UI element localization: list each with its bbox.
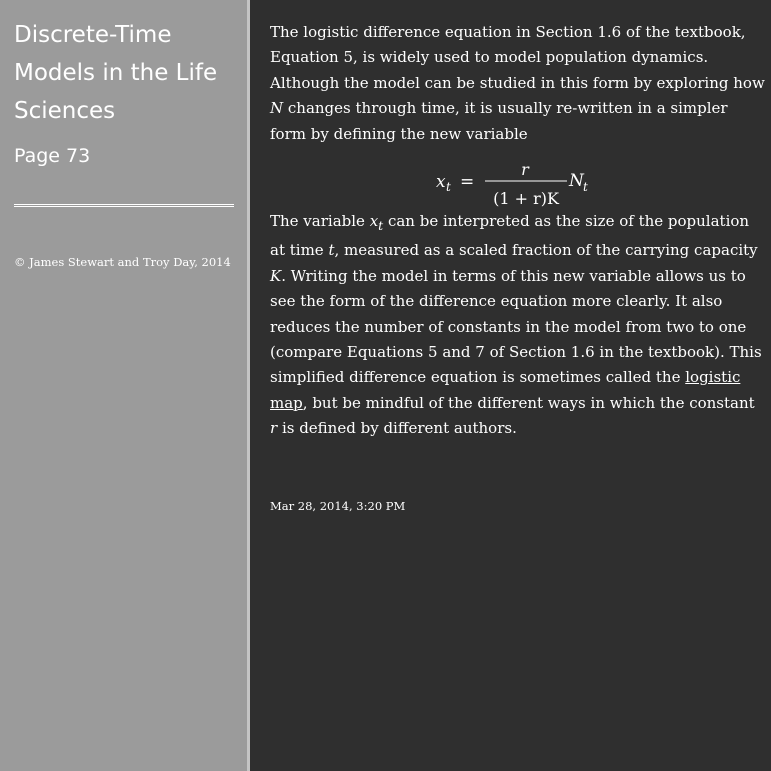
text-run: , but be mindful of the different ways in which the constant	[302, 393, 755, 412]
variable-k: K	[270, 266, 282, 285]
text-run: can be interpreted as the size of the population at time	[270, 212, 750, 260]
text-run: changes through time, it is usually re-written in a simpler form by defining the new variable	[270, 99, 728, 143]
variable-x: x	[369, 212, 379, 231]
text-run: . Writing the model in terms of this new variable allows us to see the form of the difference equation more clearly. It also reduces the number of constants in the model from two to one (compare Equations 5 and 7 of Section 1.6 in the textbook). This simplified difference equation is sometimes called the	[270, 266, 762, 387]
copyright-notice: © James Stewart and Troy Day, 2014	[14, 255, 231, 269]
text-run: , measured as a scaled fraction of the carrying capacity	[334, 241, 758, 260]
equation-lhs-subscript: t	[446, 180, 451, 195]
variable-n: N	[270, 99, 284, 118]
book-title: Discrete-Time Models in the Life Sciences	[14, 22, 218, 124]
variable-t: t	[328, 241, 335, 260]
page-content	[270, 20, 766, 514]
text-run: The logistic difference equation in Section 1.6 of the textbook, Equation 5, is widely used to model population dynamics. Although the model can be studied in this form by exploring how	[270, 23, 765, 92]
divider	[14, 204, 234, 207]
text-run: The variable	[270, 212, 370, 231]
sidebar	[0, 0, 250, 771]
equation-factor: N	[569, 171, 584, 192]
equation-factor-subscript: t	[583, 180, 588, 195]
equation-numerator: r	[521, 160, 529, 180]
paragraph-intro	[270, 20, 766, 147]
text-run: is defined by different authors.	[277, 419, 517, 438]
paragraph-explanation	[270, 209, 766, 442]
page-number: Page 73	[14, 145, 91, 167]
equation-denominator: (1 + r)K	[493, 189, 559, 208]
equation-block	[270, 149, 766, 207]
timestamp: Mar 28, 2014, 3:20 PM	[270, 498, 406, 513]
variable-r: r	[270, 419, 278, 438]
subscript-t: t	[378, 218, 384, 234]
logistic-map-link[interactable]: logistic map	[270, 368, 741, 412]
equation-lhs: x	[436, 172, 446, 193]
equation-equals: =	[460, 172, 475, 193]
equation-figure	[430, 149, 610, 207]
